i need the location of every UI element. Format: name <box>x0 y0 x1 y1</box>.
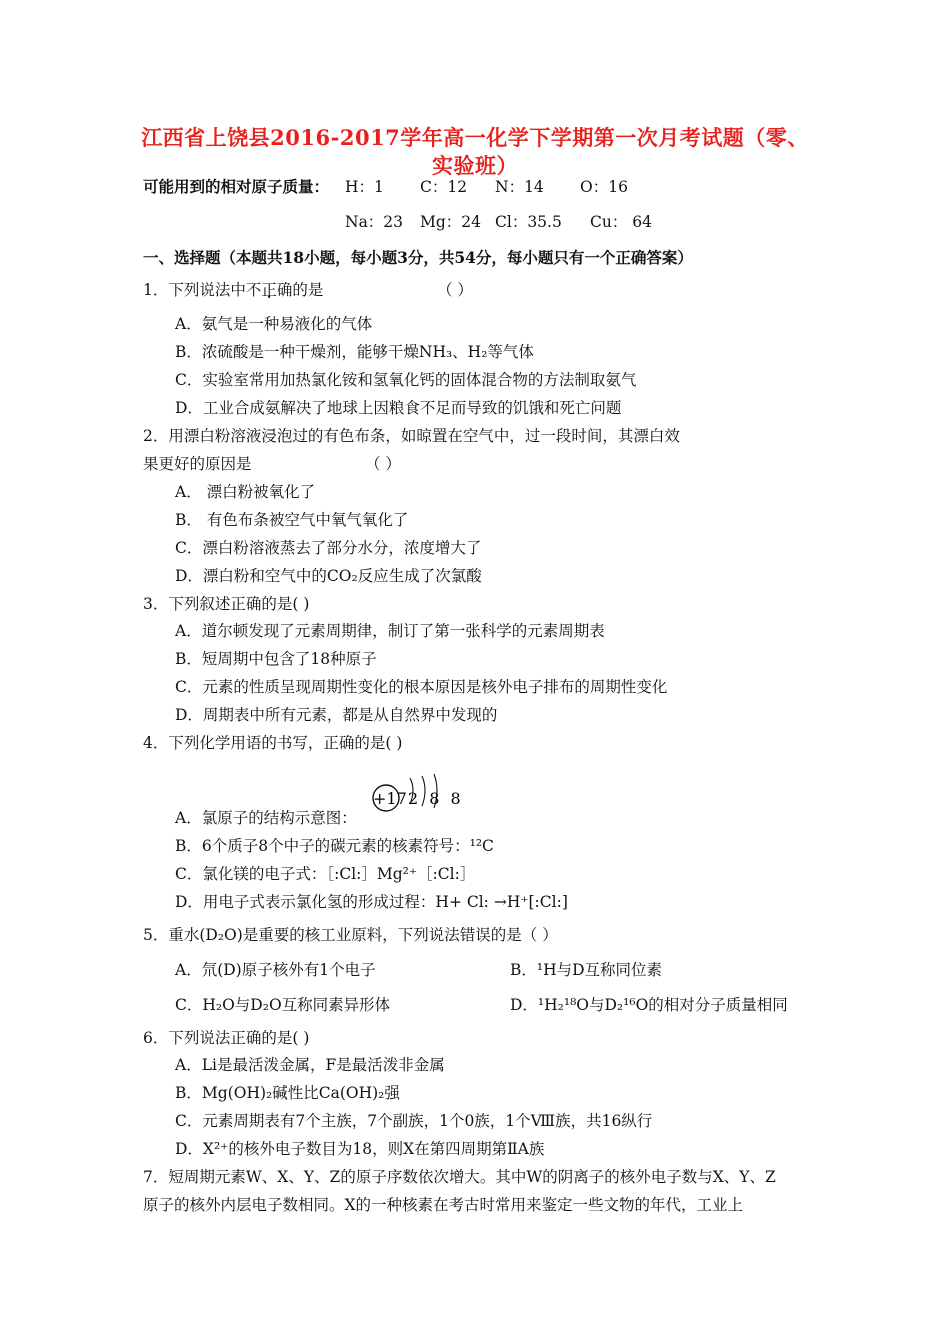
q6-option-c: C．元素周期表有7个主族，7个副族，1个0族，1个Ⅷ族，共16纵行 <box>175 1112 653 1130</box>
mass-h: H：1 <box>345 178 384 196</box>
q3-option-b: B．短周期中包含了18种原子 <box>175 650 377 668</box>
q6-stem: 6．下列说法正确的是( ) <box>143 1029 310 1047</box>
section-heading: 一、选择题（本题共18小题，每小题3分，共54分，每小题只有一个正确答案） <box>143 248 693 267</box>
q6-option-a: A．Li是最活泼金属，F是最活泼非金属 <box>175 1056 445 1074</box>
q1-stem-a: 1．下列说法中 <box>143 281 246 299</box>
q6-option-b: B．Mg(OH)₂碱性比Ca(OH)₂强 <box>175 1084 400 1102</box>
q7-stem-1: 7．短周期元素W、X、Y、Z的原子序数依次增大。其中W的阴离子的核外电子数与X、Y、Z <box>143 1168 776 1186</box>
q3-option-c: C．元素的性质呈现周期性变化的根本原因是核外电子排布的周期性变化 <box>175 678 668 696</box>
q1-paren: （ ） <box>437 281 473 299</box>
q2-stem-1: 2．用漂白粉溶液浸泡过的有色布条，如晾置在空气中，过一段时间，其漂白效 <box>143 427 680 445</box>
q1-stem <box>143 280 323 300</box>
q4-option-c: C．氯化镁的电子式：［:Cl:］Mg²⁺［:Cl:］ <box>175 865 476 883</box>
q3-stem: 3．下列叙述正确的是( ) <box>143 595 310 613</box>
q4-stem: 4．下列化学用语的书写，正确的是( ) <box>143 734 403 752</box>
atom-shells: 2 8 8 <box>408 789 464 808</box>
q1-option-d: D．工业合成氨解决了地球上因粮食不足而导致的饥饿和死亡问题 <box>175 399 622 417</box>
q1-stem-emphasis: 不正确 <box>245 281 293 299</box>
mass-o: O：16 <box>580 178 628 196</box>
mass-c: C：12 <box>420 178 468 196</box>
q5-stem: 5．重水(D₂O)是重要的核工业原料，下列说法错误的是（ ） <box>143 926 558 944</box>
q4-option-d: D．用电子式表示氯化氢的形成过程：H+ Cl: →H⁺[:Cl:] <box>175 893 568 911</box>
q2-option-c: C．漂白粉溶液蒸去了部分水分，浓度增大了 <box>175 539 482 557</box>
q2-stem-2: 果更好的原因是 <box>143 455 252 473</box>
q2-option-d: D．漂白粉和空气中的CO₂反应生成了次氯酸 <box>175 567 482 585</box>
q4-option-a: A．氯原子的结构示意图： <box>175 809 357 827</box>
mass-na: Na：23 <box>345 213 404 231</box>
mass-n: N：14 <box>495 178 544 196</box>
mass-mg: Mg：24 <box>420 213 482 231</box>
title-line-1: 江西省上饶县2016-2017学年高一化学下学期第一次月考试题（零、 <box>141 125 809 150</box>
atom-nucleus: +17 <box>373 789 407 808</box>
mass-cu: Cu： 64 <box>590 213 652 231</box>
q3-option-a: A．道尔顿发现了元素周期律，制订了第一张科学的元素周期表 <box>175 622 605 640</box>
q5-option-b: B．¹H与D互称同位素 <box>510 961 663 979</box>
q5-option-c: C．H₂O与D₂O互称同素异形体 <box>175 996 391 1014</box>
masses-label: 可能用到的相对原子质量： <box>143 177 330 196</box>
title-line-2: 实验班） <box>432 153 518 178</box>
q1-option-a: A．氨气是一种易液化的气体 <box>175 315 373 333</box>
q2-paren: （ ） <box>365 455 401 473</box>
q5-option-d: D．¹H₂¹⁸O与D₂¹⁶O的相对分子质量相同 <box>510 996 788 1014</box>
q3-option-d: D．周期表中所有元素，都是从自然界中发现的 <box>175 706 498 724</box>
mass-cl: Cl：35.5 <box>495 213 562 231</box>
q7-stem-2: 原子的核外内层电子数相同。X的一种核素在考古时常用来鉴定一些文物的年代，工业上 <box>143 1196 744 1214</box>
chlorine-atom-structure-diagram <box>370 770 470 820</box>
q2-option-b: B． 有色布条被空气中氧气氧化了 <box>175 511 409 529</box>
q1-option-b: B．浓硫酸是一种干燥剂，能够干燥NH₃、H₂等气体 <box>175 343 534 361</box>
q5-option-a: A．氘(D)原子核外有1个电子 <box>175 961 376 979</box>
q4-option-b: B．6个质子8个中子的碳元素的核素符号：¹²C <box>175 837 494 855</box>
q1-stem-b: 的是 <box>292 281 324 299</box>
q6-option-d: D．X²⁺的核外电子数目为18，则X在第四周期第ⅡA族 <box>175 1140 545 1158</box>
q2-option-a: A． 漂白粉被氧化了 <box>175 483 316 501</box>
q1-option-c: C．实验室常用加热氯化铵和氢氧化钙的固体混合物的方法制取氨气 <box>175 371 637 389</box>
